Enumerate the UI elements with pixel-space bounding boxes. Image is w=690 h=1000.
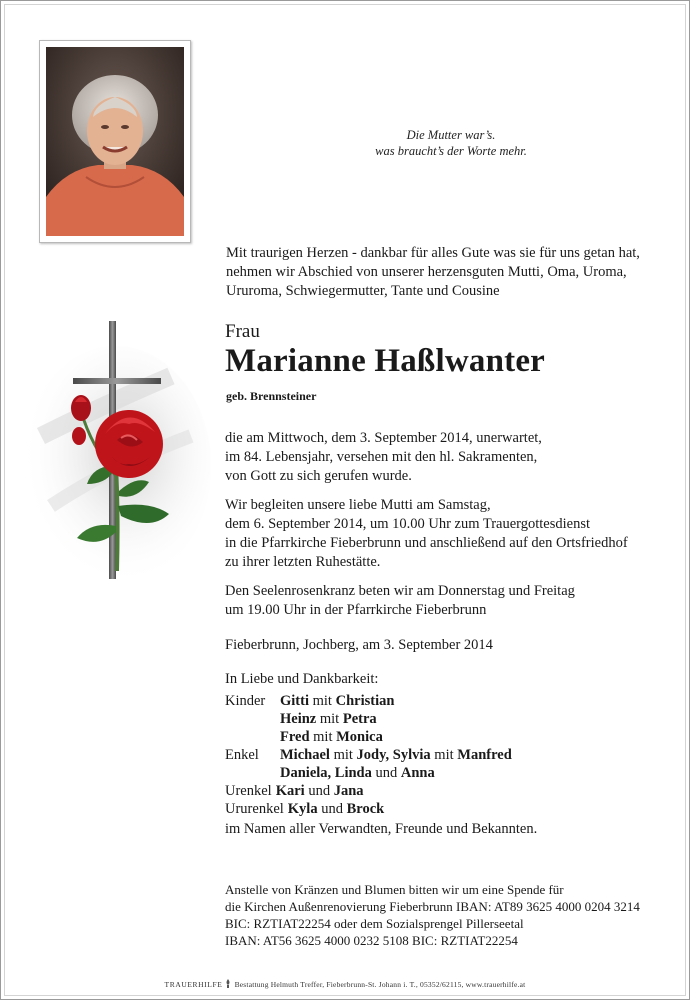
mourner-name: Gitti bbox=[280, 693, 309, 709]
text-line: in die Pfarrkirche Fieberbrunn und anschließend auf den Ortsfriedhof bbox=[225, 535, 628, 551]
mourner-name: Kari bbox=[275, 783, 305, 799]
mourners-list bbox=[225, 692, 512, 818]
connector: mit bbox=[434, 747, 454, 763]
text-line: von Gott zu sich gerufen wurde. bbox=[225, 468, 412, 484]
footer-brand: TRAUERHILFE bbox=[164, 980, 223, 989]
kin-row bbox=[225, 764, 512, 782]
intro-text bbox=[226, 244, 666, 301]
mourner-name: Michael bbox=[280, 747, 330, 763]
candle-flame-icon bbox=[224, 980, 234, 989]
connector: und bbox=[375, 765, 398, 781]
connector: mit bbox=[319, 711, 340, 727]
intro-line: nehmen wir Abschied von unserer herzensguten Mutti, Oma, Uroma, bbox=[226, 264, 627, 280]
kin-row bbox=[225, 800, 512, 818]
mourner-name: Daniela, Linda bbox=[280, 765, 372, 781]
motto-line: Die Mutter war’s. bbox=[406, 128, 496, 142]
portrait-frame bbox=[39, 40, 191, 243]
connector: und bbox=[321, 801, 343, 817]
text-line: die am Mittwoch, dem 3. September 2014, unerwartet, bbox=[225, 430, 542, 446]
closing-line: im Namen aller Verwandten, Freunde und Bekannten. bbox=[225, 821, 538, 837]
mourner-name: Petra bbox=[342, 711, 377, 727]
donation-request bbox=[225, 881, 685, 949]
portrait-photo bbox=[46, 47, 184, 236]
kin-label: Ururenkel bbox=[225, 801, 284, 817]
connector: mit bbox=[333, 747, 353, 763]
kin-row bbox=[225, 782, 512, 800]
mourner-name: Sylvia bbox=[392, 747, 431, 763]
kin-row bbox=[225, 728, 512, 746]
mourner-name: Heinz bbox=[280, 711, 317, 727]
connector: und bbox=[308, 783, 331, 799]
mourner-name: Brock bbox=[346, 801, 385, 817]
intro-line: Mit traurigen Herzen - dankbar für alles Gute was sie für uns getan hat, bbox=[226, 245, 640, 261]
mourner-name: Jody, bbox=[356, 747, 390, 763]
text-line: Anstelle von Kränzen und Blumen bitten wir um eine Spende für bbox=[225, 882, 564, 897]
place-date: Fieberbrunn, Jochberg, am 3. September 2014 bbox=[225, 637, 493, 653]
kin-row bbox=[225, 746, 512, 764]
kin-label: Enkel bbox=[225, 747, 259, 763]
text-line: die Kirchen Außenrenovierung Fieberbrunn IBAN: AT89 3625 4000 0204 3214 bbox=[225, 899, 640, 914]
mourner-name: Anna bbox=[400, 765, 435, 781]
rosary-notice bbox=[225, 582, 670, 620]
love-line: In Liebe und Dankbarkeit: bbox=[225, 671, 379, 687]
text-line: dem 6. September 2014, um 10.00 Uhr zum Trauergottesdienst bbox=[225, 516, 591, 532]
motto-quote bbox=[301, 127, 601, 159]
kin-row bbox=[225, 692, 512, 710]
mourner-name: Manfred bbox=[457, 747, 512, 763]
motto-line: was braucht’s der Worte mehr. bbox=[375, 144, 527, 158]
kin-label: Urenkel bbox=[225, 783, 272, 799]
text-line: um 19.00 Uhr in der Pfarrkirche Fieberbrunn bbox=[225, 602, 487, 618]
salutation: Frau bbox=[225, 321, 260, 342]
text-line: IBAN: AT56 3625 4000 0232 5108 BIC: RZTIAT22254 bbox=[225, 933, 518, 948]
kin-row bbox=[225, 710, 512, 728]
mourner-name: Christian bbox=[335, 693, 395, 709]
mourner-name: Monica bbox=[336, 729, 383, 745]
intro-line: Ururoma, Schwiegermutter, Tante und Cousine bbox=[226, 283, 500, 299]
mourner-name: Fred bbox=[280, 729, 310, 745]
kin-label: Kinder bbox=[225, 693, 266, 709]
mourner-name: Kyla bbox=[287, 801, 318, 817]
text-line: Den Seelenrosenkranz beten wir am Donnerstag und Freitag bbox=[225, 583, 575, 599]
text-line: im 84. Lebensjahr, versehen mit den hl. Sakramenten, bbox=[225, 449, 538, 465]
footer bbox=[1, 979, 689, 989]
deceased-name: Marianne Haßlwanter bbox=[225, 343, 546, 379]
death-notice bbox=[225, 429, 670, 486]
footer-text: Bestattung Helmuth Treffer, Fieberbrunn-St. Johann i. T., 05352/62115, www.trauerhilfe.at bbox=[234, 980, 526, 989]
funeral-notice bbox=[225, 496, 670, 572]
text-line: Wir begleiten unsere liebe Mutti am Samstag, bbox=[225, 497, 491, 513]
connector: mit bbox=[313, 729, 333, 745]
text-line: BIC: RZTIAT22254 oder dem Sozialsprengel Pillerseetal bbox=[225, 916, 524, 931]
birth-name: geb. Brennsteiner bbox=[226, 389, 317, 403]
text-line: zu ihrer letzten Ruhestätte. bbox=[225, 554, 381, 570]
cross-with-rose-icon bbox=[21, 316, 211, 586]
connector: mit bbox=[312, 693, 332, 709]
mourner-name: Jana bbox=[333, 783, 364, 799]
